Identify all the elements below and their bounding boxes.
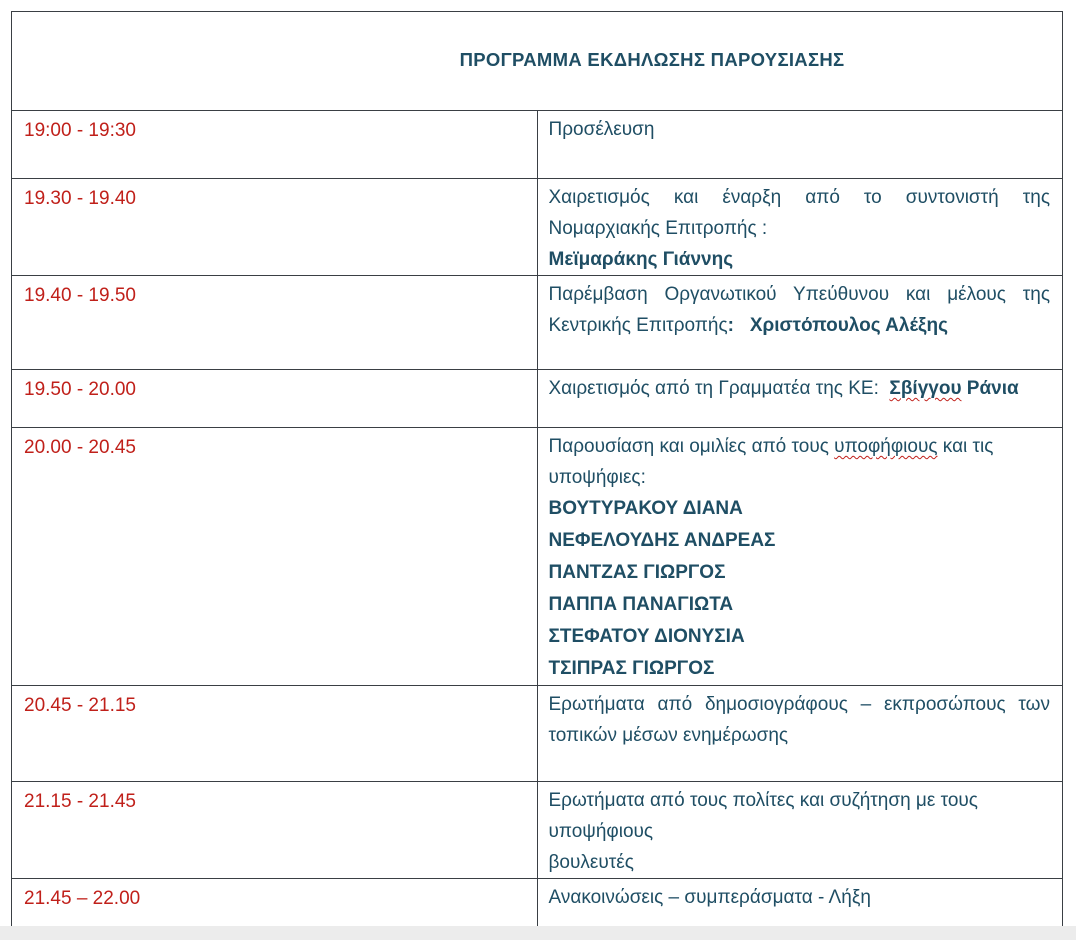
- description-text: Παρέμβαση Οργανωτικού Υπεύθυνου και μέλους της Κεντρικής Επιτροπής: [548, 284, 1050, 336]
- table-row: [12, 782, 1063, 879]
- time-cell: 19:00 - 19:30: [12, 111, 538, 179]
- description-cell: [537, 782, 1063, 879]
- table-row: [12, 276, 1063, 370]
- description-cell: [537, 686, 1063, 782]
- candidate-name: ΣΤΕΦΑΤΟΥ ΔΙΟΝΥΣΙΑ: [548, 626, 745, 647]
- speaker-surname: Σβίγγου: [889, 378, 962, 399]
- description-cell: [537, 179, 1063, 276]
- table-row: [12, 179, 1063, 276]
- description-text: Ανακοινώσεις – συμπεράσματα - Λήξη: [548, 887, 871, 908]
- bottom-strip: [0, 926, 1076, 940]
- description-text: Προσέλευση: [548, 119, 655, 140]
- description-cell: [537, 111, 1063, 179]
- speaker-name: Μεϊμαράκης Γιάννης: [548, 249, 734, 270]
- title-row: [12, 12, 1063, 111]
- table-row: [12, 428, 1063, 686]
- candidate-name: ΤΣΙΠΡΑΣ ΓΙΩΡΓΟΣ: [548, 658, 715, 679]
- program-title: ΠΡΟΓΡΑΜΜΑ ΕΚΔΗΛΩΣΗΣ ΠΑΡΟΥΣΙΑΣΗΣ: [459, 49, 845, 70]
- candidate-name: ΠΑΝΤΖΑΣ ΓΙΩΡΓΟΣ: [548, 562, 726, 583]
- table-row: [12, 370, 1063, 428]
- title-cell: [12, 12, 1063, 111]
- table-row: [12, 111, 1063, 179]
- table-row: [12, 686, 1063, 782]
- time-cell: 20.00 - 20.45: [12, 428, 538, 686]
- speaker-name: Χριστόπουλος Αλέξης: [749, 315, 948, 336]
- description-cell: [537, 879, 1063, 931]
- time-cell: 21.45 – 22.00: [12, 879, 538, 931]
- table-row: [12, 879, 1063, 931]
- time-cell: 19.40 - 19.50: [12, 276, 538, 370]
- time-cell: 19.50 - 20.00: [12, 370, 538, 428]
- candidate-name: ΠΑΠΠΑ ΠΑΝΑΓΙΩΤΑ: [548, 594, 734, 615]
- description-cell: [537, 428, 1063, 686]
- time-cell: 21.15 - 21.45: [12, 782, 538, 879]
- description-text: Παρουσίαση και ομιλίες από τους: [548, 436, 829, 457]
- speaker-firstname: Ράνια: [966, 378, 1019, 399]
- description-text: Χαιρετισμός και έναρξη από το συντονιστή της Νομαρχιακής Επιτροπής :: [548, 187, 1050, 239]
- candidate-name: ΝΕΦΕΛΟΥΔΗΣ ΑΝΔΡΕΑΣ: [548, 530, 776, 551]
- description-text: Χαιρετισμός από τη Γραμματέα της ΚΕ:: [548, 378, 879, 399]
- candidate-name: ΒΟΥΤΥΡΑΚΟΥ ΔΙΑΝΑ: [548, 498, 743, 519]
- program-table: [11, 11, 1063, 931]
- description-text: βουλευτές: [548, 852, 634, 873]
- description-text: και τις υποψήφιες:: [548, 436, 994, 488]
- description-text: Ερωτήματα από δημοσιογράφους – εκπροσώπους των τοπικών μέσων ενημέρωσης: [548, 694, 1050, 746]
- description-cell: [537, 276, 1063, 370]
- separator: :: [727, 315, 734, 336]
- description-cell: [537, 370, 1063, 428]
- description-text: Ερωτήματα από τους πολίτες και συζήτηση με τους υποψήφιους: [548, 790, 978, 842]
- time-cell: 19.30 - 19.40: [12, 179, 538, 276]
- misspelled-word: υποφήφιους: [834, 436, 938, 457]
- time-cell: 20.45 - 21.15: [12, 686, 538, 782]
